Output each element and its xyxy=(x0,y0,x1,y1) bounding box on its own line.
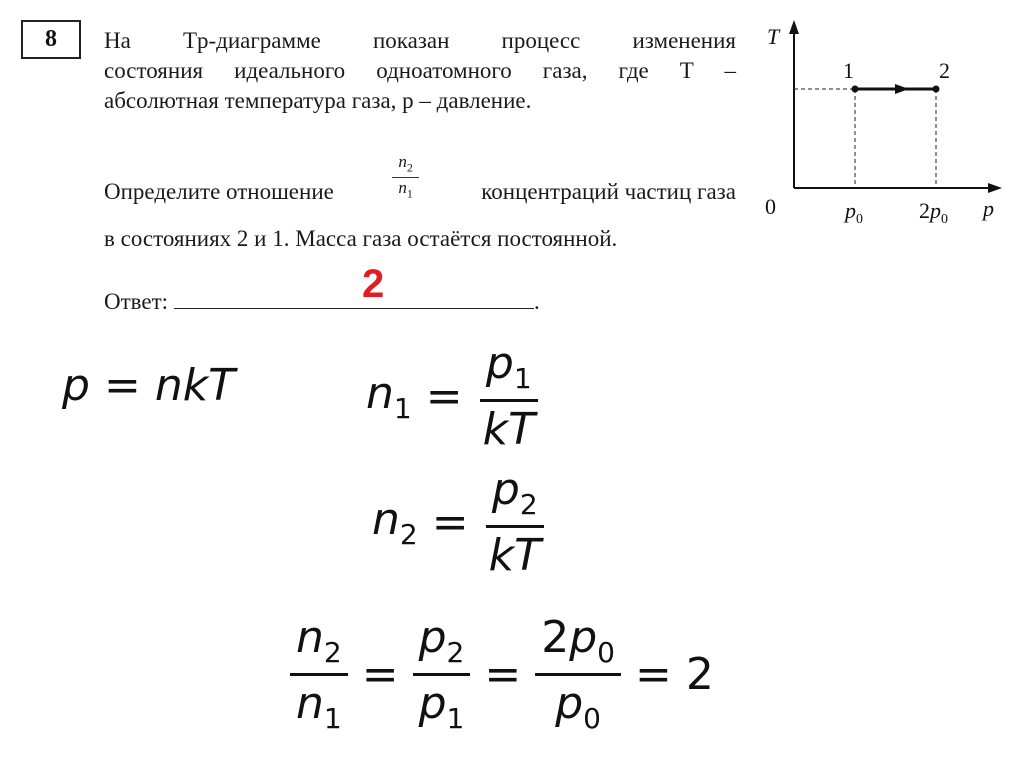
answer-label: Ответ: xyxy=(104,289,169,314)
ratio-denominator: $n_1$ xyxy=(398,178,413,201)
fraction-n2-n1: $\frac{n_2}{n_1}$ xyxy=(290,616,348,733)
point-1-label: 1 xyxy=(843,58,854,83)
process-arrow xyxy=(895,84,909,94)
formula-ratio: $\frac{n_2}{n_1}$ = $\frac{p_2}{p_1}$ = $\frac{2p_0}{p_0}$ = 2 xyxy=(290,616,714,733)
ratio-result: 2 xyxy=(685,648,714,700)
x-axis-arrow xyxy=(988,183,1002,193)
fraction-p2-p1: $\frac{p_2}{p_1}$ xyxy=(413,616,471,733)
concentration-ratio xyxy=(392,152,419,204)
formula-n1: $n_1$ = $\frac{p_1}{kT}$ xyxy=(366,342,541,452)
task-number: 8 xyxy=(45,26,57,52)
ratio-numerator: $n_2$ xyxy=(392,152,419,178)
x-axis-label: p xyxy=(983,196,994,221)
point-2-label: 2 xyxy=(939,58,950,83)
problem-line-4 xyxy=(104,152,736,218)
answer-dot: . xyxy=(534,289,540,314)
answer-field xyxy=(174,286,534,309)
fraction-2p0-p0: $\frac{2p_0}{p_0}$ xyxy=(535,616,621,733)
problem-line-4-end: концентраций частиц газа xyxy=(481,178,736,204)
problem-line-5: в состояниях 2 и 1. Масса газа остаётся постоянной. xyxy=(104,226,618,251)
state-point-2 xyxy=(933,86,940,93)
problem-line-2: состояния идеального одноатомного газа, где T – xyxy=(104,58,736,83)
fraction-p2-kT: $\frac{p_2}{kT}$ xyxy=(483,468,547,578)
state-point-1 xyxy=(852,86,859,93)
problem-line-3: абсолютная температура газа, p – давление. xyxy=(104,88,532,113)
y-axis-label: T xyxy=(767,24,780,49)
fraction-p1-kT: $\frac{p_1}{kT}$ xyxy=(477,342,541,452)
problem-line-1: На Tp-диаграмме показан процесс изменения xyxy=(104,28,736,53)
y-axis-arrow xyxy=(789,20,799,34)
task-number-box xyxy=(21,20,81,59)
origin-label: 0 xyxy=(765,194,776,219)
answer-row xyxy=(104,286,540,317)
formula-ideal-gas: p = nkT xyxy=(62,360,236,411)
answer-mark: 2 xyxy=(362,262,385,306)
tick-label-2p0: $2p_0$ xyxy=(919,198,948,227)
formula-n2: $n_2$ = $\frac{p_2}{kT}$ xyxy=(372,468,547,578)
problem-line-4-start: Определите отношение xyxy=(104,178,334,204)
tp-diagram xyxy=(745,10,1015,240)
tick-label-p0: $p_0$ xyxy=(845,198,863,227)
